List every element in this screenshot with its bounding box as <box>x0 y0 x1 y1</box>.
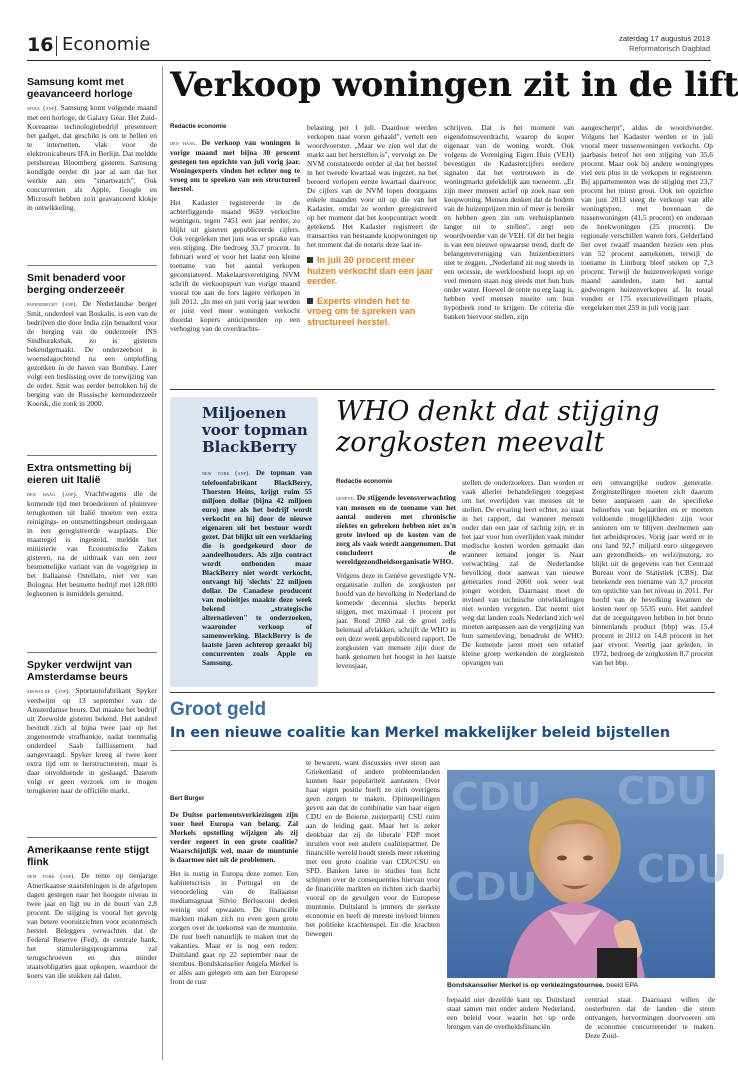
lead-paragraph: De verkoop van woningen is vorige maand met bijna 30 procent gestegen ten opzichte van juli vorig jaar. Woningexperts vinden het echter nog te vroeg om te spreken van een structureel herstel. <box>170 138 301 193</box>
dateline: den haag. <box>170 140 198 147</box>
photo-credit: beeld EPA <box>606 982 639 989</box>
who-headline-line-2: zorgkosten meevalt <box>336 427 605 458</box>
merkel-photo <box>447 769 728 978</box>
who-headline-line-1: WHO denkt dat stijging <box>336 396 660 427</box>
main-headline: Verkoop woningen zit in de lift <box>170 65 738 104</box>
brief-dateline: new york (anp). <box>27 873 76 880</box>
brief-dateline: den haag (anp). <box>27 491 78 498</box>
merkel-col-3 <box>447 995 575 1031</box>
brief-text: De rente op tienjarige Amerikaanse staatsleningen is de afgelopen dagen gestegen naar het hoogste niveau in twee jaar en ligt nu in de buurt van 2,8 procent. De stijging is vooral het gevolg van betere vooruitzichten voor economisch herstel. Beleggers verwachten dat de Federal Reserve (Fed), de centrale bank, het stimuleringsprogramma zal terugschroeven en dus minder staatsobligaties gaat opkopen, waardoor de koers van die stukken zal dalen. <box>27 871 157 980</box>
brief-eieren <box>27 462 157 598</box>
merkel-kicker: Groot geld <box>170 699 267 720</box>
body-paragraph: een omvangrijke oudere generatie. Zorginstellingen moeten zich daarom beter aanpassen aan de specifieke behoeftes van bejaarden en er moeten voldoende mogelijkheden zijn voor senioren om te blijven deelnemen aan het arbeidsproces. Vorig jaar werd er in ons land 92,7 miljard euro uitgegeven aan gezondheids- en welzijnszorg, zo blijkt uit de gegevens van het Centraal Bureau voor de Statistiek (CBS). Dat betekende een toename van 3,7 procent ten opzichte van het niveau in 2011. Per hoofd van de bevolking kwamen de kosten neer op 5535 euro. Het aandeel dat de zorguitgaven hebben in het bruto binnenlands product (bbp) was 15,4 procent in 2012 en 14,8 procent in het jaar ervoor. Veertig jaar geleden, in 1972, bedroeg de zorgkosten 8,7 procent van het bbp. <box>592 478 713 667</box>
merkel-portrait-image <box>447 769 728 978</box>
brief-dateline: zeewolde (anp). <box>27 688 71 695</box>
backdrop-text: CDU <box>617 769 708 813</box>
body-paragraph: schrijven. Dat is het moment van eigendomsoverdracht, waarop de koper eigenaar van de woning wordt. Ook volgens de Vereniging Eigen Huis (VEH) bevestigen de Kadastercijfers eerdere signalen dat het vertrouwen in de woningmarkt geleidelijk aan toeneemt. „Er zijn meer mensen actief op zoek naar een koopwoning. Mensen denken dat de bodem van de huizenprijzen min of meer is bereikt en hebben geen zin om verhuisplannen langer uit te stellen", zegt een woordvoerder van de VEH. Of dit het begin is van een nieuwe opwaartse trend, durft de belangenvereniging van huizenbezitters niet te zeggen. „Nederland zit nog steeds in een recessie, de werkloosheid loopt op en veel mensen staan nog steeds met hun huis onder water. Hoewel de rente nu erg laag is, hebben veel mensen moeite om hun hypotheek rond te krijgen. De criteria die banken hiervoor stellen, zijn <box>444 123 574 321</box>
body-paragraph: belasting per 1 juli. Daardoor werden verkopen naar voren gehaald", vertelt een woordvoerster. „Maar we zien wel dat de markt aan het herstellen is", vervolgt ze. De NVM constateerde eerder al dat het herstel in het tweede kwartaal was ingezet, na het beroerd verlopen eerste kwartaal daarvoor. De cijfers van de NVM lopen doorgaans enkele maanden voor uit op die van het Kadaster, omdat ze worden geregistreerd op het moment dat het koopcontract wordt getekend. Het Kadaster registreert de transacties van bestaande koopwoningen op het moment dat de notaris deze laat in- <box>307 123 437 249</box>
brief-headline: Samsung komt met geavanceerd horloge <box>27 76 133 100</box>
backdrop-text: CDU <box>637 847 728 891</box>
who-col-2 <box>462 478 584 667</box>
merkel-headline: In een nieuwe coalitie kan Merkel makkelijker beleid bijstellen <box>170 725 670 741</box>
bullet-square-icon <box>307 298 313 304</box>
body-paragraph: bepaald niet dezelfde kant op. Duitsland staat samen met onder andere Nederland, een beleid voor waarin het op orde brengen van de overheidsfinanciën <box>447 995 575 1031</box>
body-paragraph: centraal staat. Daarnaast willen de oosterburen dat de landen die steun ontvangen, hervormingen doorvoeren om de economie concurrerender te maken. Deze Zuid- <box>585 995 715 1040</box>
backdrop-text: CDU <box>451 775 542 819</box>
merkel-col-1 <box>170 795 298 986</box>
body-paragraph: Het Kadaster registreerde in de achterliggende maand 9659 verkochte woningen, tegen 7451 een jaar eerder, zo blijkt uit gisteren gepubliceerde cijfers. Ook vergeleken met juni was er sprake van een stijging. Die bedroeg 33,7 procent. In februari werd er voor het laatst een kleine toename van het aantal verkopen geconstateerd. Makelaarsvereniging NVM schrift de verkoopspurt van vorige maand vooral toe aan de fors lagere verkopen in juli 2012. „In mei en juni vorig jaar werden er juist veel meer woningen verkocht doordat kopers anticipeerden op een verhoging van de overdrachts- <box>170 198 300 333</box>
page-number: 16 <box>27 34 54 56</box>
blackberry-headline: Miljoenen voor topman BlackBerry <box>202 404 308 456</box>
body-paragraph: Het is rustig in Europa deze zomer. Een kabinetscrisis in Portugal en de veroordeling van de Italiaanse mediamagnaat Silvio Berlusconi deden weinig stof opwaaien. De financiële markten maken zich nu even geen grote zorgen over de toekomst van de muntunie. De rust heeft natuurlijk te maken met de vakanties. Maar er is nog een reden: Duitsland gaat op 22 september naar de stembus. Bondskanselier Angela Merkel is er alles aan gelegen om aan het Europese front de rust <box>170 869 298 986</box>
dateline: genève. <box>336 495 355 502</box>
pull-quote: In juli 30 procent meer huizen verkocht dan een jaar eerder. <box>307 255 434 286</box>
pull-quote: Experts vinden het te vroeg om te spreken van structureel herstel. <box>307 295 416 327</box>
brief-headline: Amerikaanse rente stijgt flink <box>27 844 149 868</box>
who-col-1 <box>336 478 456 670</box>
merkel-col-4 <box>585 995 715 1040</box>
body-paragraph: aangescherpt", aldus de woordvoerder. Volgens het Kadaster werden er in juli vooral meer tussenwoningen verkocht. Op jaarbasis betrof het een stijging van 35,6 procent. Maar ook bij andere woningtypes viel een plus in de verkopen te registreren. Bij appartementen was de stijging met 23,7 procent het minst groot. Ook ten opzichte van juni 2013 steeg de verkoop van alle woningtypen, met bovenaan de tussenwoningen (41,5 procent) en onderaan de hoekwoningen (25 procent). De regionale verschillen waren fors. Gelderland liet over twaalf maanden bezien een plus van 52 procent aantekenen, terwijl de toename in Limburg bleef steken op 7,3 procent. Terwijl de huizenverkopen vorige maand aandeden, nam het aantal gedwongen huizenverkopen af. In totaal vonden er 175 executieveilingen plaats, vergeleken met 259 in juli vorig jaar. <box>581 123 713 312</box>
main-col-2 <box>307 123 437 327</box>
brief-text: De Nederlandse berger Smit, onderdeel van Boskalis, is een van de bedrijven die door India zijn benaderd voor de berging van de onderzeeër INS Sindhurakshak, zo is gisteren bekendgemaakt. De onderzeeboot is woensdagochtend na een ontploffing gezonken in de haven van Bombay. Later volgt een beslissing over de toewijzing van de order. Smit was eerder betrokken bij de berging van de Russische kernonderzeeër Koersk, die zonk in 2000. <box>27 299 157 408</box>
brief-text: Samsung komt volgende maand met een horloge, de Galaxy Gear. Het Zuid-Koreaanse technologiebedrijf presenteert het gadget, dat geschikt is om te bellen en te internetten, vlak voor de elektronicabeurs IFA in Berlijn. Dat meldde persbureau Bloomberg gisteren. Samsung kondigde eerder dit jaar al aan dat het werkte aan een "smartwatch". Ook concurrenten als Apple, Google en Microsoft hebben zo'n geavanceerd klokje in ontwikkeling. <box>27 103 157 212</box>
merkel-col-2 <box>306 758 440 938</box>
brief-dateline: seoul (anp). <box>27 105 59 112</box>
who-col-3 <box>592 478 713 667</box>
backdrop-text: CDU <box>447 865 538 909</box>
byline: Redactie economie <box>336 478 393 485</box>
brief-rente <box>27 844 157 980</box>
brief-headline: Spyker verdwijnt van Amsterdamse beurs <box>27 659 133 683</box>
brief-dateline: papendrecht (anp). <box>27 301 78 308</box>
body-paragraph: Volgens deze in Genève gevestigde VN-organisatie zullen de zorgkosten per hoofd van de bevolking in Nederland de komende decennia slechts beperkt stijgen, met maximaal 1 procent per jaar. Rond 2060 zal de groei zelfs helemaal afvlakken, schrijft de WHO in een deze week gepubliceerd rapport. De zorgkosten van mensen zijn door de bank genomen het hoogst in het laatste levensjaar, <box>336 571 456 670</box>
blackberry-article <box>202 405 312 667</box>
brief-samsung <box>27 76 157 212</box>
brief-text: Vrachtwagens die de komende tijd met broedeieren of pluimvee terugkomen uit Italië moeten een extra reinigings- en ontsmettingsbeurt ondergaan in een geregistreerde wasplaats. Die maatregel is ingesteld, meldde het ministerie van Economische Zaken gisteren, na de uitbraak van een zeer besmettelijke variant van de vogelgriep in het Italiaanse Ostellato, niet ver van Bologna. Het besmette bedrijf met 128.000 leghennen is inmiddels geruimd. <box>27 489 157 598</box>
lead-paragraph: De Duitse parlementsverkiezingen zijn voor heel Europa van belang. Zal Merkels opstelling wijzigen als zij verder regeert in een grote coalitie? Waarschijnlijk wel, maar de muntunie is daarmee niet uit de problemen. <box>170 810 298 864</box>
body-paragraph: te bewaren, want discussies over steun aan Griekenland of andere probleemlanden kunnen haar populariteit aantasten. Over haar eigen positie hoeft ze zich overigens geen zorgen te maken. Opiniepeilingen geven aan dat de combinatie van haar eigen CDU en de Beierse zusterpartij CSU ruim aan de leiding gaat. Maar het is zeker denkbaar dat zij de liberale FDP moet inruilen voor een andere coalitiepartner. De financiële wereld houdt steeds meer rekening met een grote coalitie van CDU/CSU en SPD. Banken laten in studies hun licht schijnen over de consequenties hiervan voor de financiële markten en richten zich daarbij vooral op de gevolgen voor de Europese muntunie. Duitsland is immers de sterkste economie en heeft de meeste invloed binnen het politieke krachtenspel. En die krachten bewegen <box>306 758 441 938</box>
paper-name: Reformatorisch Dagblad <box>629 44 710 53</box>
brief-text: Sportautofabrikant Spyker verdwijnt op 13 september van de Amsterdamse beurs. Dat maakte het bedrijf uit Zeewolde gisteren bekend. Het aandeel bevindt zich al bijna twee jaar op het zogenoemde strafbankje, nadat toenmalig onderdeel Saab faillissement had aangevraagd. Spyker kreeg al twee keer extra tijd om te herstructureren, maar is daar onvoldoende in geslaagd. Daarom volgt er geen verzoek om te mogen terugkeren naar de officiële markt. <box>27 686 157 795</box>
main-col-3 <box>444 123 574 321</box>
dateline: new york (anp). <box>202 470 251 477</box>
main-col-1 <box>170 123 300 333</box>
brief-spyker <box>27 659 157 795</box>
body-paragraph: stellen de onderzoekers. Dan worden er vaak allerlei behandelingen toegepast om het overlijden van mensen uit te stellen. De ervaring leert echter, zo staat in het rapport, dat wanneer mensen ouder dan een jaar of tachtig zijn, er in het jaar voor hun overlijden vaak minder medische kosten worden gemaakt dan wanneer iemand jonger is. Naar verwachting zal de Nederlandse bevolking door aanwas van nieuwe generaties rond 2060 ook weer wat jonger worden. Daarnaast moet de invloed van technische ontwikkelingen niet worden vergeten. Dat neemt niet weg dat landen zoals Nederland zich wel moeten aanpassen aan de vergrijzing van hun samenleving, benadrukt de WHO. De komende jaren moet een relatief kleine groep werkenden de zorgkosten opvangen van <box>462 478 584 667</box>
byline: Redactie economie <box>170 123 227 130</box>
lead-paragraph: De stijgende levensverwachting van mensen en de toename van het aantal ouderen met chronische ziektes en gebreken hebben niet zo'n grote invloed op de kosten van de zorg als vaak wordt aangenomen. Dat concludeert de wereldgezondheidsorganisatie WHO. <box>336 493 456 566</box>
byline: Bert Burger <box>170 795 205 802</box>
issue-date: zaterdag 17 augustus 2013 <box>619 34 710 43</box>
lead-paragraph: De topman van telefoonfabrikant BlackBerry, Thorsten Heins, krijgt ruim 55 miljoen dollar (bijna 42 miljoen euro) mee als het bedrijf wordt verkocht en hij door de nieuwe eigenaren uit het bestuur wordt gezet. Dat blijkt uit een verklaring die is goedgekeurd door de aandeelhouders. Als zijn contract wordt ontbonden maar BlackBerry niet wordt verkocht, ontvangt hij 'slechts' 22 miljoen dollar. De Canadese producent van mobieltjes maakte deze week bekend „strategische alternatieven" te onderzoeken, waaronder verkoop of samenwerking. BlackBerry is de laatste jaren achterop geraakt bij concurrenten zoals Apple en Samsung. <box>202 468 312 667</box>
main-col-4 <box>581 123 713 312</box>
section-title: Economie <box>62 34 151 55</box>
bullet-square-icon <box>307 257 313 263</box>
photo-caption: Bondskanselier Merkel is op verkiezingstournee. <box>447 982 605 989</box>
brief-headline: Extra ontsmetting bij eieren uit Italië <box>27 462 132 486</box>
brief-smit <box>27 272 157 408</box>
brief-headline: Smit benaderd voor berging onderzeeër <box>27 272 126 296</box>
